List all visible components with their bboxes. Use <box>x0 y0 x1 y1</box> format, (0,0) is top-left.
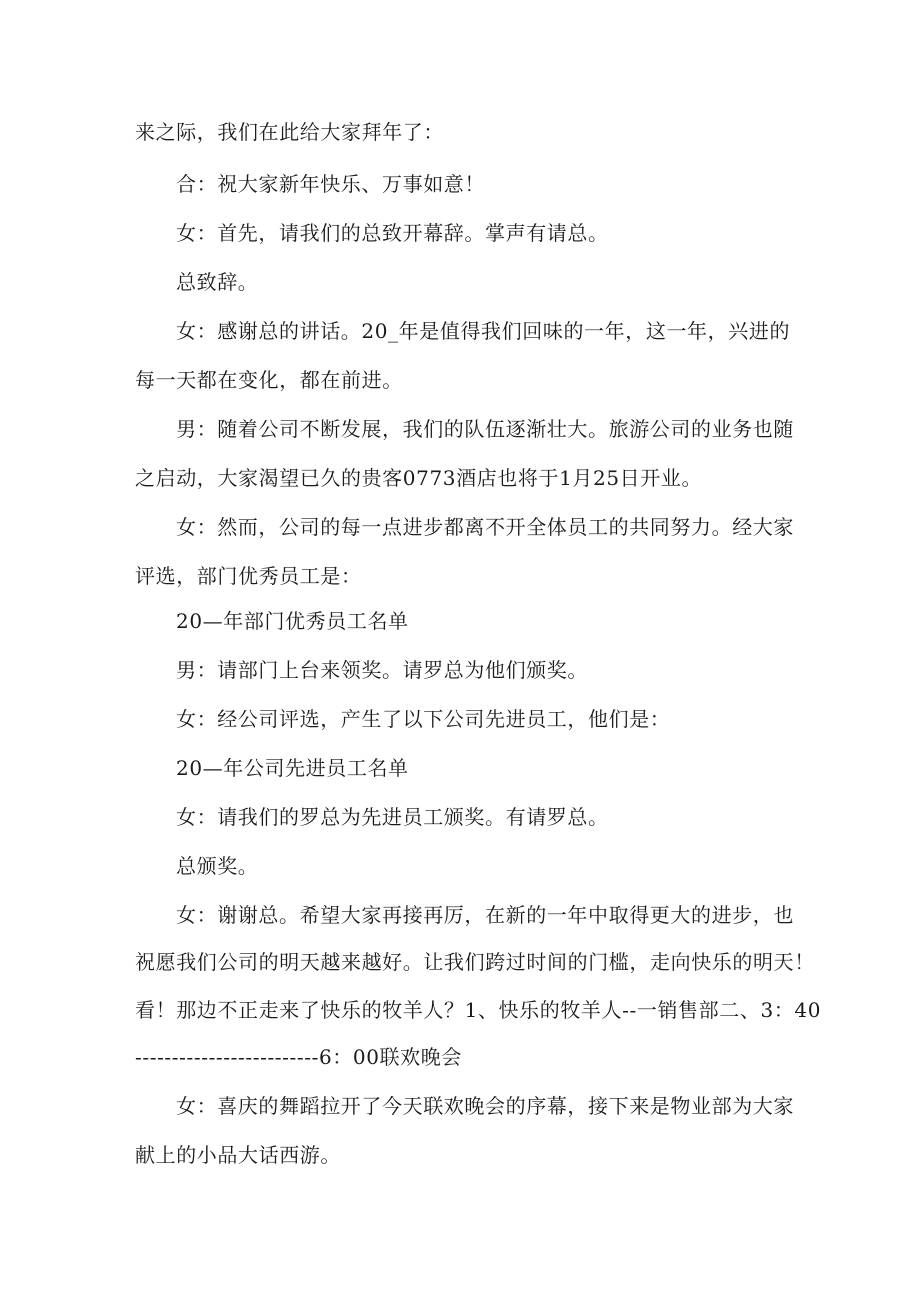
text-line: -------------------------6：00联欢晚会 <box>135 1045 462 1069</box>
text-line: 合：祝大家新年快乐、万事如意！ <box>176 172 485 196</box>
text-line: 总颁奖。 <box>176 854 259 878</box>
text-line: 之启动，大家渴望已久的贵客0773酒店也将于1月25日开业。 <box>135 466 703 490</box>
text-line: 男：随着公司不断发展，我们的队伍逐渐壮大。旅游公司的业务也随 <box>176 417 794 441</box>
text-line: 女：感谢总的讲话。20_年是值得我们回味的一年，这一年，兴进的 <box>176 319 791 343</box>
text-line: 20—年部门优秀员工名单 <box>176 609 409 633</box>
text-line: 总致辞。 <box>176 270 259 294</box>
text-line: 女：然而，公司的每一点进步都离不开全体员工的共同努力。经大家 <box>176 515 794 539</box>
text-line: 评选，部门优秀员工是： <box>135 564 362 588</box>
text-line: 女：喜庆的舞蹈拉开了今天联欢晚会的序幕，接下来是物业部为大家 <box>176 1094 794 1118</box>
text-line: 女：谢谢总。希望大家再接再厉，在新的一年中取得更大的进步，也 <box>176 903 794 927</box>
text-line: 女：经公司评选，产生了以下公司先进员工，他们是： <box>176 707 671 731</box>
text-line: 每一天都在变化，都在前进。 <box>135 368 403 392</box>
text-line: 献上的小品大话西游。 <box>135 1143 341 1167</box>
text-line: 20—年公司先进员工名单 <box>176 756 409 780</box>
text-line: 女：请我们的罗总为先进员工颁奖。有请罗总。 <box>176 805 609 829</box>
text-line: 看！那边不正走来了快乐的牧羊人？1、快乐的牧羊人--一销售部二、3：40 <box>135 998 822 1022</box>
text-line: 祝愿我们公司的明天越来越好。让我们跨过时间的门槛，走向快乐的明天！ <box>135 950 815 974</box>
text-line: 来之际，我们在此给大家拜年了： <box>135 120 444 144</box>
text-line: 女：首先，请我们的总致开幕辞。掌声有请总。 <box>176 221 609 245</box>
text-line: 男：请部门上台来领奖。请罗总为他们颁奖。 <box>176 658 588 682</box>
